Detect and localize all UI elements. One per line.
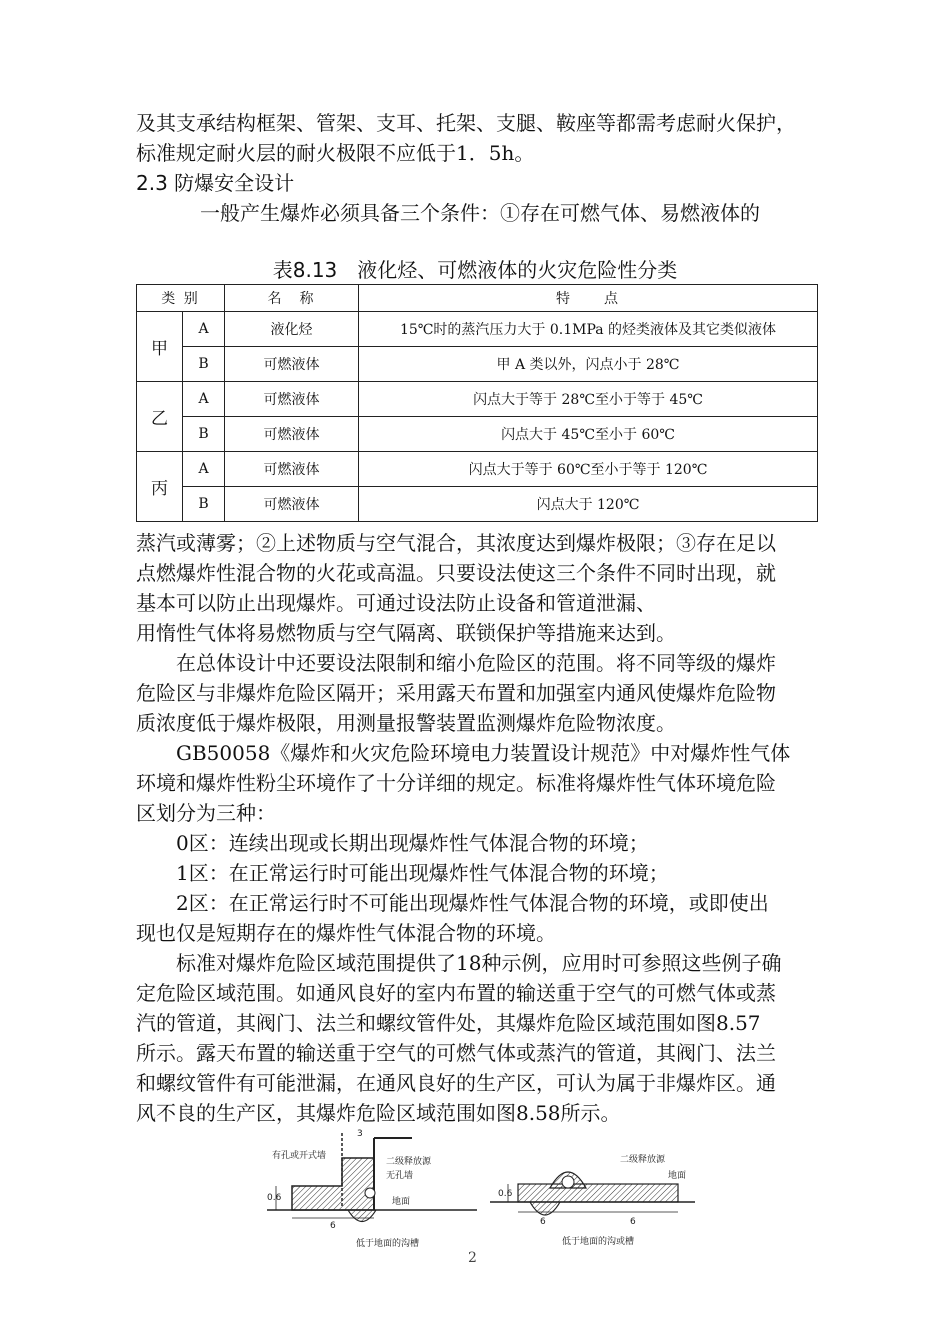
name-cell: 可燃液体 <box>225 452 359 487</box>
figure-indoor-pipe-zone <box>262 1128 482 1253</box>
header-feature: 特 点 <box>359 285 818 312</box>
sub-cell: A <box>183 452 225 487</box>
wall-label: 有孔或开式墙 <box>272 1151 327 1161</box>
paragraph-line: 点燃爆炸性混合物的火花或高温。只要设法使这三个条件不同时出现，就 <box>136 561 776 585</box>
name-cell: 液化烃 <box>225 312 359 347</box>
paragraph-line: 区划分为三种： <box>136 801 276 825</box>
paragraph-line: GB50058《爆炸和火灾危险环境电力装置设计规范》中对爆炸性气体 <box>136 741 791 765</box>
paragraph-line: 危险区与非爆炸危险区隔开；采用露天布置和加强室内通风使爆炸危险物 <box>136 681 776 705</box>
paragraph-line: 和螺纹管件有可能泄漏，在通风良好的生产区，可认为属于非爆炸区。通 <box>136 1071 776 1095</box>
class-cell: 乙 <box>137 382 183 452</box>
feature-cell: 15℃时的蒸汽压力大于 0.1MPa 的烃类液体及其它类似液体 <box>359 312 818 347</box>
trench-label: 低于地面的沟槽 <box>356 1239 420 1249</box>
sub-cell: A <box>183 382 225 417</box>
paragraph-line: 及其支承结构框架、管架、支耳、托架、支腿、鞍座等都需考虑耐火保护， <box>136 111 796 135</box>
feature-cell: 闪点大于 45℃至小于 60℃ <box>359 417 818 452</box>
name-cell: 可燃液体 <box>225 382 359 417</box>
paragraph-line: 基本可以防止出现爆炸。可通过设法防止设备和管道泄漏、 <box>136 591 656 615</box>
height-label: 0.6 <box>267 1193 282 1203</box>
paragraph-line: 标准规定耐火层的耐火极限不应低于1．5h。 <box>136 141 535 165</box>
paragraph-line: 风不良的生产区，其爆炸危险区域范围如图8.58所示。 <box>136 1101 621 1125</box>
hazard-zone-shape <box>292 1158 374 1210</box>
page-number: 2 <box>468 1250 477 1266</box>
release-source-icon <box>562 1176 574 1188</box>
dim-6-label: 6 <box>630 1217 636 1227</box>
height-label: 0.6 <box>498 1189 513 1199</box>
ground-label: 地面 <box>392 1197 411 1207</box>
feature-cell: 闪点大于 120℃ <box>359 487 818 522</box>
table-row <box>137 417 818 452</box>
ground-label: 地面 <box>668 1171 687 1181</box>
sub-cell: A <box>183 312 225 347</box>
class-cell: 甲 <box>137 312 183 382</box>
table-row <box>137 312 818 347</box>
paragraph-line: 汽的管道，其阀门、法兰和螺纹管件处，其爆炸危险区域范围如图8.57 <box>136 1011 761 1035</box>
paragraph-line: 0区：连续出现或长期出现爆炸性气体混合物的环境； <box>136 831 649 855</box>
trench-shape <box>348 1210 376 1222</box>
paragraph-line: 蒸汽或薄雾；②上述物质与空气混合，其浓度达到爆炸极限；③存在足以 <box>136 531 776 555</box>
release-source-icon <box>365 1188 375 1198</box>
paragraph-line: 质浓度低于爆炸极限，用测量报警装置监测爆炸危险物浓度。 <box>136 711 676 735</box>
sub-cell: B <box>183 417 225 452</box>
paragraph-line: 在总体设计中还要设法限制和缩小危险区的范围。将不同等级的爆炸 <box>136 651 776 675</box>
section-heading: 2.3 防爆安全设计 <box>136 171 295 195</box>
sub-cell: B <box>183 487 225 522</box>
paragraph-line: 所示。露天布置的输送重于空气的可燃气体或蒸汽的管道，其阀门、法兰 <box>136 1041 776 1065</box>
feature-cell: 闪点大于等于 28℃至小于等于 45℃ <box>359 382 818 417</box>
table-header-row <box>137 285 818 312</box>
paragraph-line: 环境和爆炸性粉尘环境作了十分详细的规定。标准将爆炸性气体环境危险 <box>136 771 776 795</box>
dim-6-label: 6 <box>330 1221 336 1231</box>
table-row <box>137 382 818 417</box>
source-label: 二级释放源 <box>620 1155 666 1165</box>
hazard-classification-table <box>136 284 818 522</box>
name-cell: 可燃液体 <box>225 487 359 522</box>
trench-shape <box>530 1202 560 1215</box>
nohole-wall-label: 无孔墙 <box>386 1171 414 1181</box>
paragraph-line: 1区：在正常运行时可能出现爆炸性气体混合物的环境； <box>136 861 669 885</box>
dim-6-label: 6 <box>540 1217 546 1227</box>
header-name: 名 称 <box>225 285 359 312</box>
paragraph-line: 2区：在正常运行时不可能出现爆炸性气体混合物的环境，或即使出 <box>136 891 769 915</box>
dim-3-label: 3 <box>357 1129 363 1139</box>
paragraph-line: 现也仅是短期存在的爆炸性气体混合物的环境。 <box>136 921 556 945</box>
header-class: 类 别 <box>137 285 225 312</box>
paragraph-line: 一般产生爆炸必须具备三个条件：①存在可燃气体、易燃液体的 <box>200 201 760 225</box>
name-cell: 可燃液体 <box>225 417 359 452</box>
paragraph-line: 定危险区域范围。如通风良好的室内布置的输送重于空气的可燃气体或蒸 <box>136 981 776 1005</box>
figure-outdoor-pipe-zone <box>490 1128 700 1253</box>
table-row <box>137 347 818 382</box>
feature-cell: 闪点大于等于 60℃至小于等于 120℃ <box>359 452 818 487</box>
table-caption: 表8.13 液化烃、可燃液体的火灾危险性分类 <box>272 258 678 282</box>
paragraph-line: 标准对爆炸危险区域范围提供了18种示例，应用时可参照这些例子确 <box>136 951 782 975</box>
table-row <box>137 487 818 522</box>
name-cell: 可燃液体 <box>225 347 359 382</box>
table-row <box>137 452 818 487</box>
sub-cell: B <box>183 347 225 382</box>
source-label: 二级释放源 <box>386 1157 432 1167</box>
paragraph-line: 用惰性气体将易燃物质与空气隔离、联锁保护等措施来达到。 <box>136 621 676 645</box>
class-cell: 丙 <box>137 452 183 522</box>
hazard-zone-shape <box>518 1184 678 1202</box>
feature-cell: 甲 A 类以外，闪点小于 28℃ <box>359 347 818 382</box>
trench-label: 低于地面的沟或槽 <box>562 1237 635 1247</box>
